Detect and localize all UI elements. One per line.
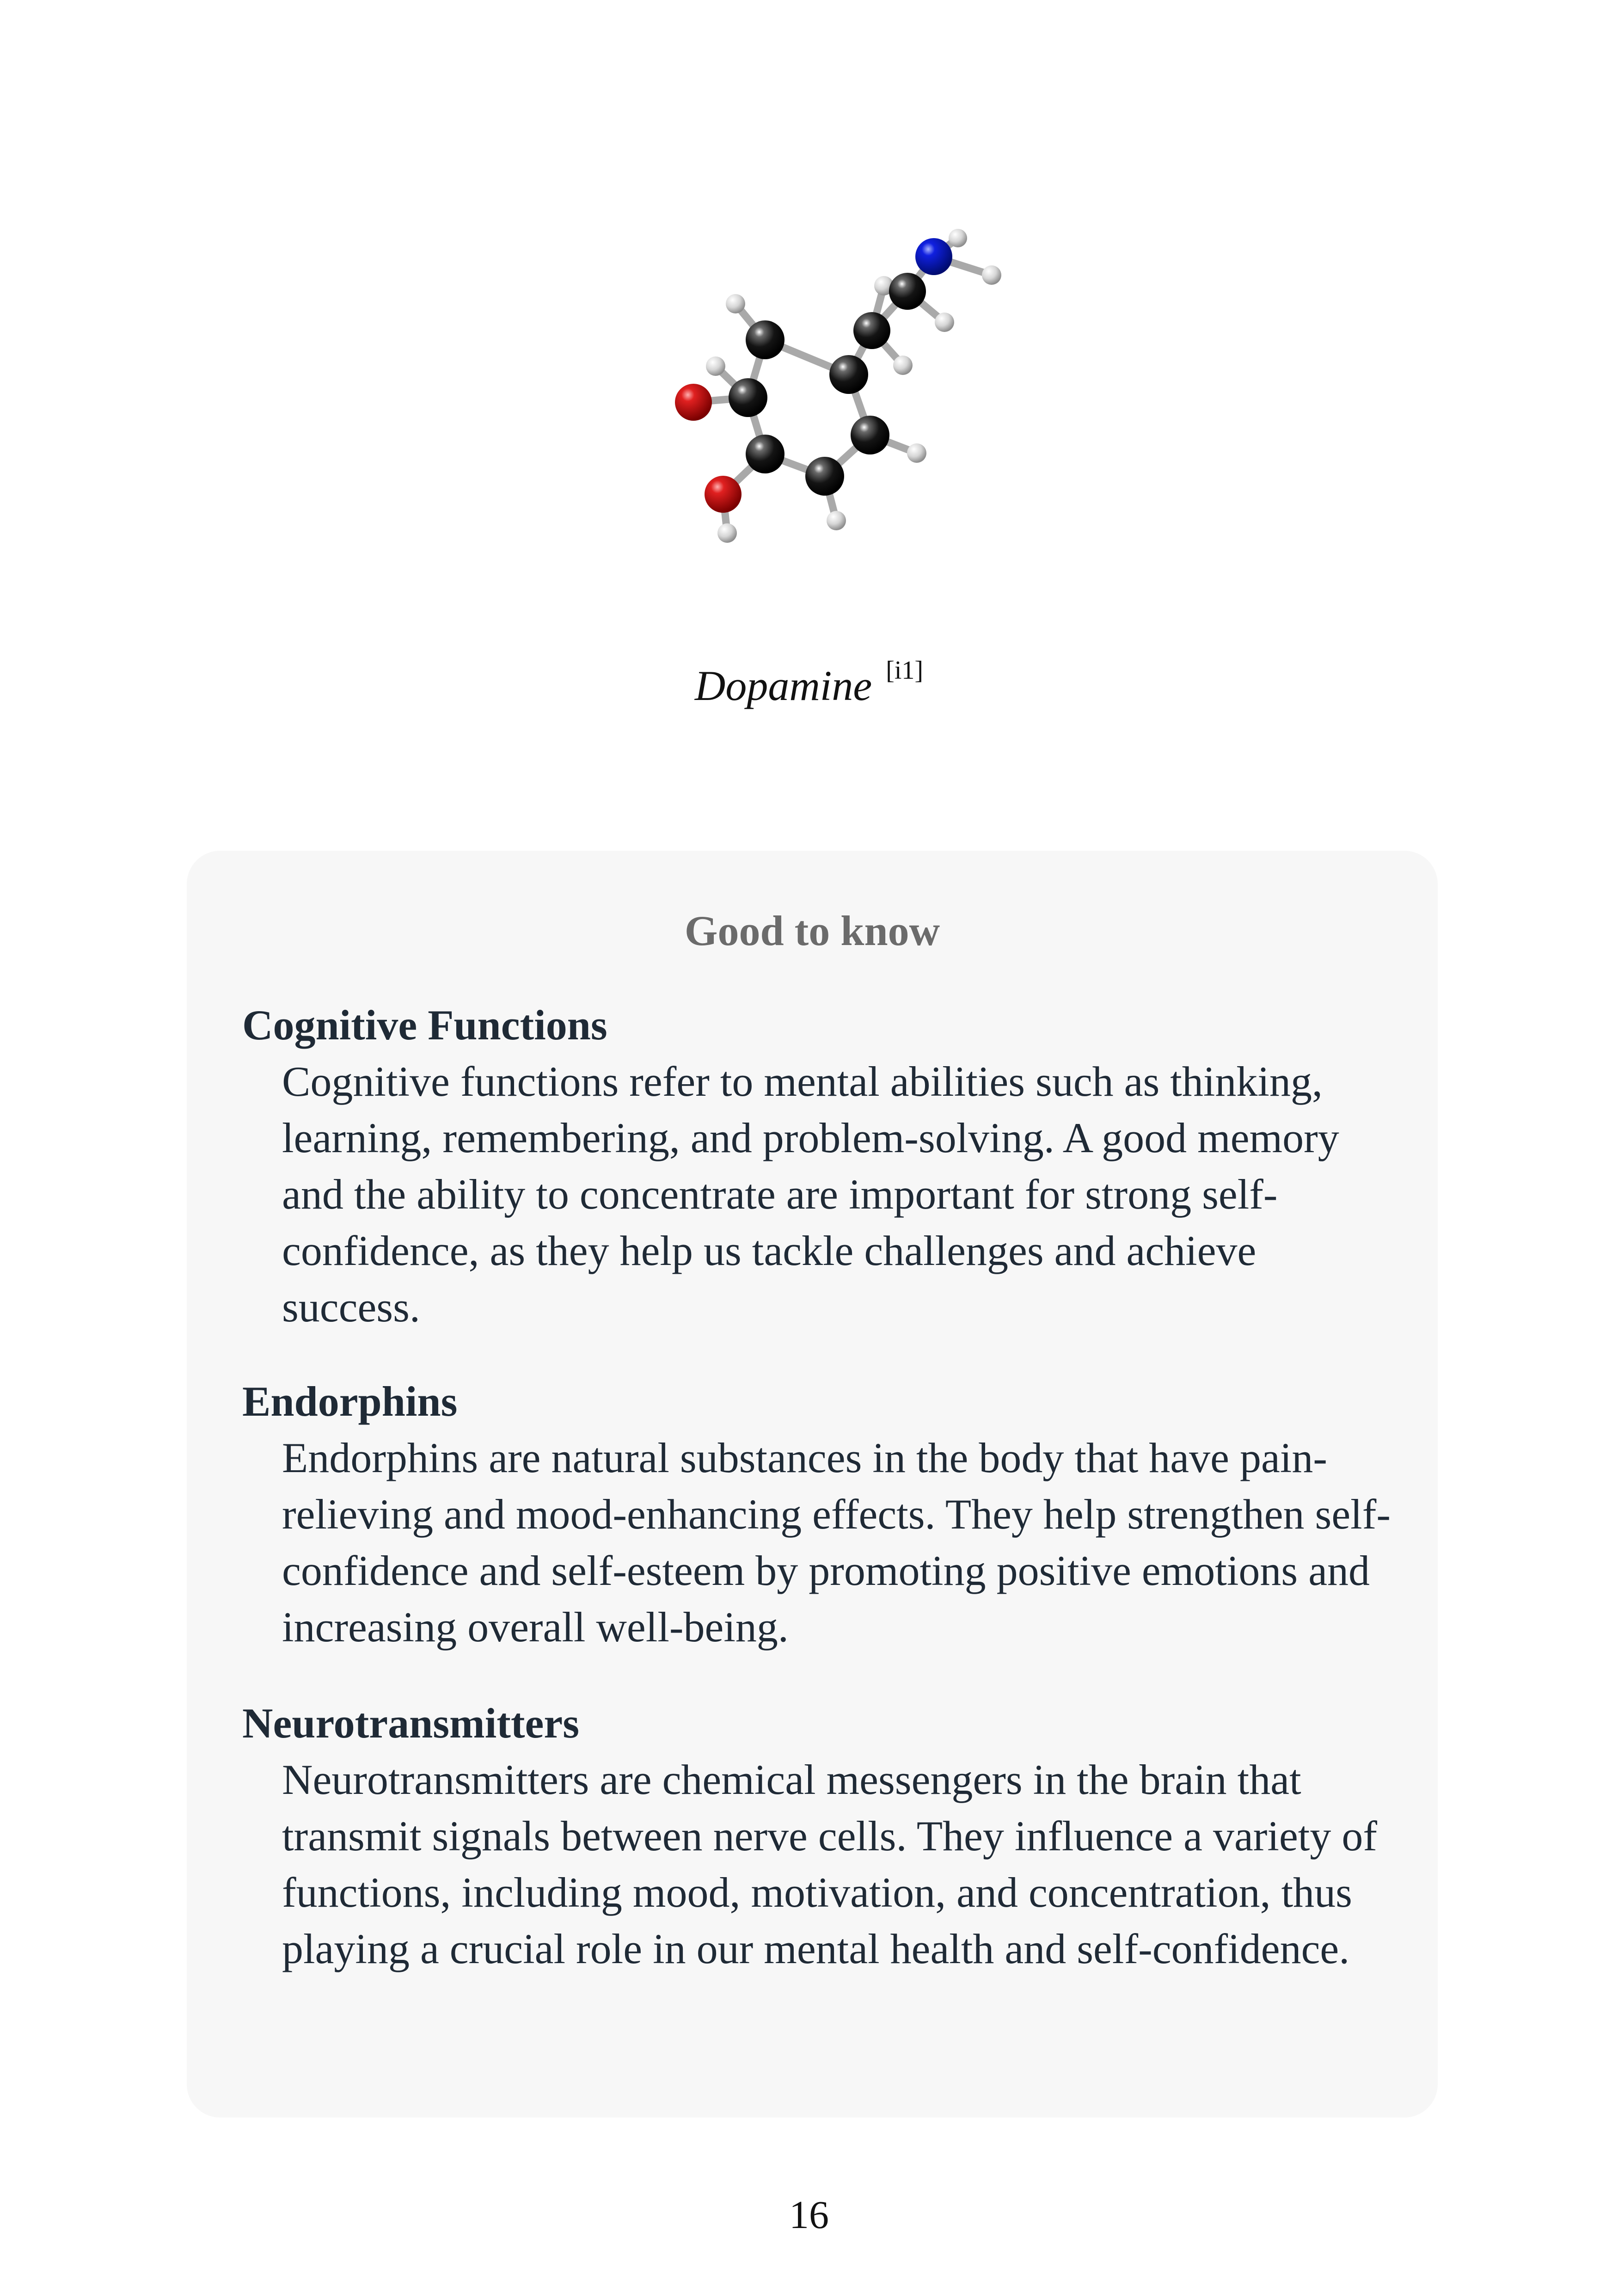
molecule-atoms bbox=[675, 229, 1001, 543]
glossary-definition: Neurotransmitters are chemical messengers in the brain that transmit signals between nerve cells. They influence a variety of functions, including mood, motivation, and concentration, thus playing a crucial role in our mental health and self-confidence. bbox=[282, 1756, 1377, 1972]
glossary-definition: Cognitive functions refer to mental abilities such as thinking, learning, remembering, and problem-solving. A good memory and the ability to concentrate are important for strong self-confidence, as they help us tackle challenges and achieve success. bbox=[282, 1058, 1339, 1331]
good-to-know-card bbox=[187, 851, 1438, 2118]
card-title: Good to know bbox=[684, 907, 940, 954]
glossary-term: Cognitive Functions bbox=[242, 1001, 607, 1049]
figure-caption bbox=[0, 656, 1618, 710]
glossary-term: Neurotransmitters bbox=[242, 1700, 579, 1747]
glossary-term: Endorphins bbox=[242, 1378, 458, 1425]
figure-caption-name: Dopamine bbox=[694, 662, 872, 709]
figure bbox=[0, 0, 1618, 786]
glossary-entry-neurotransmitters bbox=[242, 1695, 1398, 1977]
glossary-entry-endorphins bbox=[242, 1373, 1398, 1655]
dopamine-molecule-image bbox=[601, 222, 1045, 620]
figure-reference: [i1] bbox=[886, 656, 924, 685]
page-number: 16 bbox=[789, 2192, 829, 2237]
glossary-definition: Endorphins are natural substances in the body that have pain-relieving and mood-enhancing effects. They help strengthen self-confidence and self-esteem by promoting positive emotions and increasing overall well-being. bbox=[282, 1434, 1391, 1651]
glossary-entry-cognitive-functions bbox=[242, 997, 1398, 1335]
